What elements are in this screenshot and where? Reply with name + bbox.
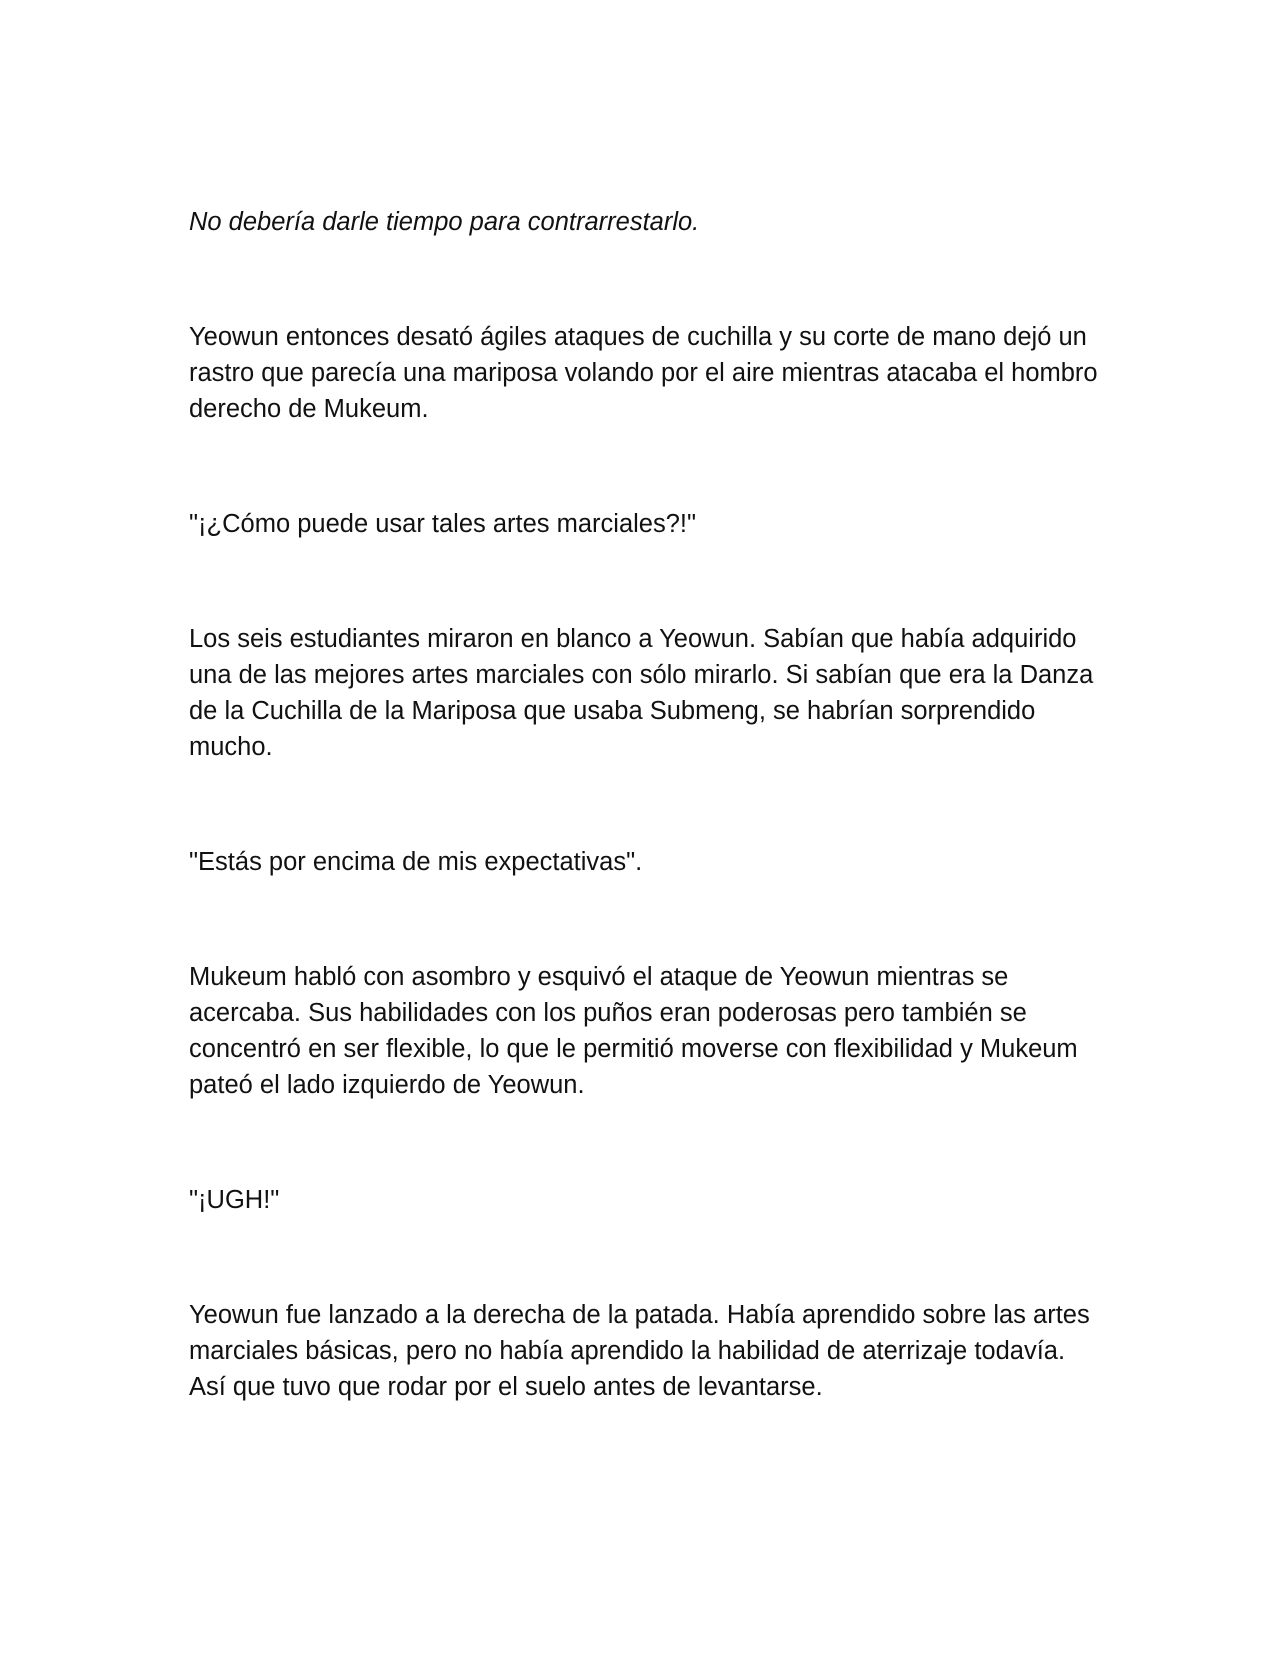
paragraph-dialogue: "Estás por encima de mis expectativas".: [189, 848, 643, 876]
paragraph-dialogue: "¡UGH!": [189, 1186, 280, 1214]
paragraph-dialogue: "¡¿Cómo puede usar tales artes marciales?!": [189, 510, 697, 538]
paragraph-narration: Yeowun entonces desató ágiles ataques de cuchilla y su corte de mano dejó un rastro que parecía una mariposa volando por el aire mientras atacaba el hombro derecho de Mukeum.: [189, 323, 1098, 423]
paragraph-narration: Los seis estudiantes miraron en blanco a Yeowun. Sabían que había adquirido una de las mejores artes marciales con sólo mirarlo. Si sabían que era la Danza de la Cuchilla de la Mariposa que usaba Submeng, se habrían sorprendido mucho.: [189, 625, 1094, 761]
paragraph-narration: Mukeum habló con asombro y esquivó el ataque de Yeowun mientras se acercaba. Sus habilidades con los puños eran poderosas pero también se concentró en ser flexible, lo que le permitió moverse con flexibilidad y Mukeum pateó el lado izquierdo de Yeowun.: [189, 963, 1078, 1099]
document-body: [189, 204, 1099, 1405]
paragraph-narration: Yeowun fue lanzado a la derecha de la patada. Había aprendido sobre las artes marciales básicas, pero no había aprendido la habilidad de aterrizaje todavía. Así que tuvo que rodar por el suelo antes de levantarse.: [189, 1301, 1090, 1401]
paragraph-inner-thought: No debería darle tiempo para contrarrestarlo.: [189, 208, 700, 236]
